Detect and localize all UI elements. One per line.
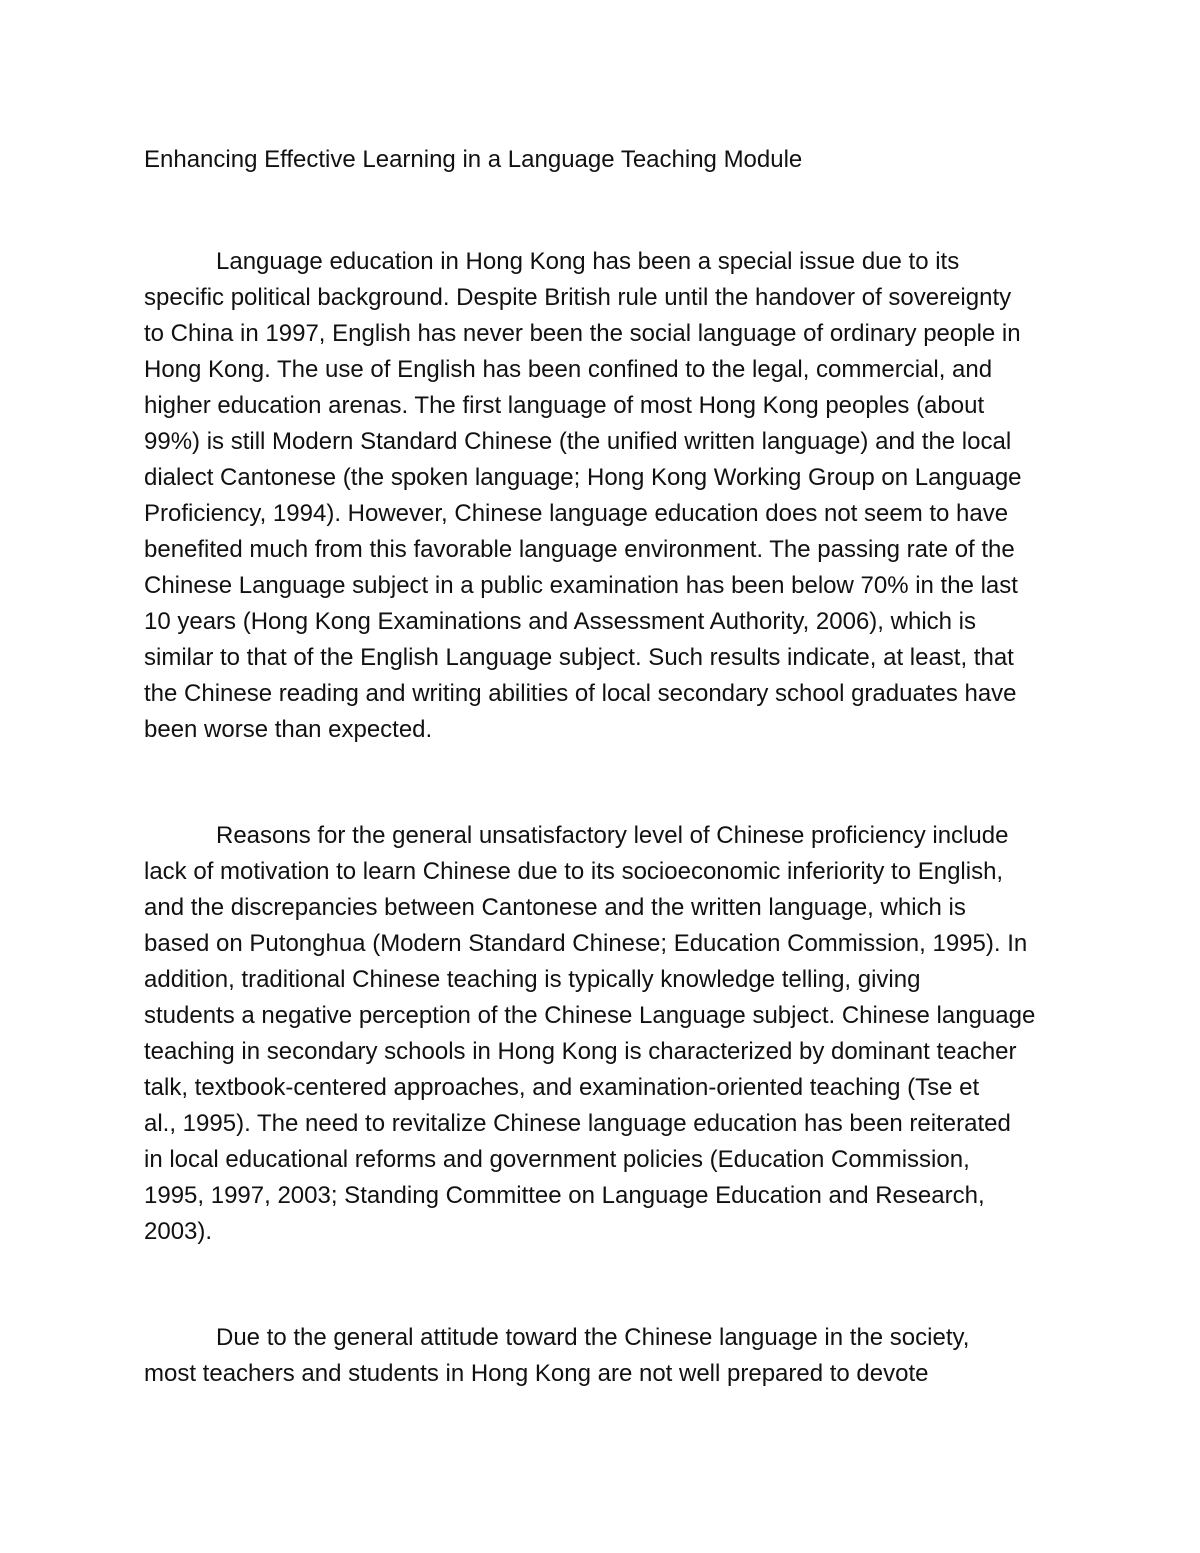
paragraph-line: addition, traditional Chinese teaching is typically knowledge telling, giving	[144, 966, 921, 993]
paragraph-1	[144, 244, 1084, 748]
paragraph-line: the Chinese reading and writing abilities of local secondary school graduates have	[144, 680, 1017, 707]
paragraph-line: 1995, 1997, 2003; Standing Committee on Language Education and Research,	[144, 1182, 985, 1209]
paragraph-line: most teachers and students in Hong Kong are not well prepared to devote	[144, 1360, 929, 1387]
paragraph-line: been worse than expected.	[144, 716, 433, 743]
paragraph-line: benefited much from this favorable language environment. The passing rate of the	[144, 536, 1015, 563]
paragraph-2	[144, 818, 1084, 1250]
paragraph-line: Due to the general attitude toward the Chinese language in the society,	[216, 1324, 970, 1351]
paragraph-line: al., 1995). The need to revitalize Chinese language education has been reiterated	[144, 1110, 1011, 1137]
paragraph-line: Hong Kong. The use of English has been confined to the legal, commercial, and	[144, 356, 993, 383]
paragraph-line: specific political background. Despite British rule until the handover of sovereignty	[144, 284, 1012, 311]
paragraph-line: Reasons for the general unsatisfactory level of Chinese proficiency include	[216, 822, 1009, 849]
paragraph-line: 2003).	[144, 1218, 213, 1245]
paragraph-line: talk, textbook-centered approaches, and examination-oriented teaching (Tse et	[144, 1074, 980, 1101]
paragraph-line: based on Putonghua (Modern Standard Chinese; Education Commission, 1995). In	[144, 930, 1028, 957]
paragraph-line: students a negative perception of the Chinese Language subject. Chinese language	[144, 1002, 1036, 1029]
paragraph-line: Language education in Hong Kong has been a special issue due to its	[216, 248, 960, 275]
paragraph-line: and the discrepancies between Cantonese and the written language, which is	[144, 894, 966, 921]
paragraph-line: Proficiency, 1994). However, Chinese language education does not seem to have	[144, 500, 1009, 527]
paragraph-line: 10 years (Hong Kong Examinations and Assessment Authority, 2006), which is	[144, 608, 976, 635]
paragraph-line: Chinese Language subject in a public examination has been below 70% in the last	[144, 572, 1018, 599]
paragraph-line: in local educational reforms and government policies (Education Commission,	[144, 1146, 970, 1173]
paragraph-line: lack of motivation to learn Chinese due to its socioeconomic inferiority to English,	[144, 858, 1004, 885]
paragraph-line: dialect Cantonese (the spoken language; Hong Kong Working Group on Language	[144, 464, 1022, 491]
paragraph-line: higher education arenas. The first language of most Hong Kong peoples (about	[144, 392, 985, 419]
paragraph-3	[144, 1320, 1084, 1392]
paragraph-line: teaching in secondary schools in Hong Kong is characterized by dominant teacher	[144, 1038, 1017, 1065]
paragraph-line: to China in 1997, English has never been the social language of ordinary people in	[144, 320, 1021, 347]
document-title: Enhancing Effective Learning in a Language Teaching Module	[144, 146, 803, 173]
paragraph-line: similar to that of the English Language subject. Such results indicate, at least, that	[144, 644, 1014, 671]
paragraph-line: 99%) is still Modern Standard Chinese (the unified written language) and the local	[144, 428, 1012, 455]
